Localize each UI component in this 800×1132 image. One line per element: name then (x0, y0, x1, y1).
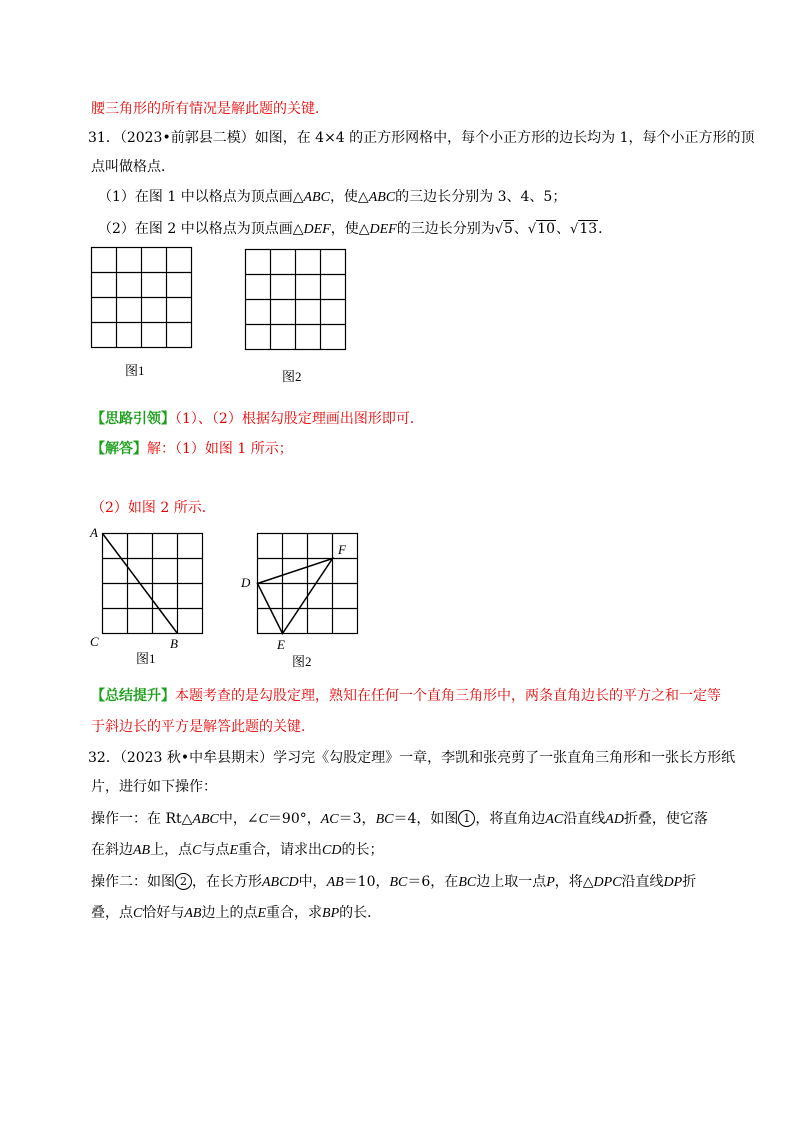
hint-text: （1）、（2）根据勾股定理画出图形即可． (175, 411, 424, 427)
label-F: F (338, 542, 346, 557)
q31-fig2-caption: 图2 (282, 369, 302, 384)
q32-op2-line1: 操作二：如图 2 ，在长方形ABCD中，AB＝10，BC＝6，在BC边上取一点P，将△DPC沿直线DP折 (91, 874, 697, 890)
q31-line2: 点叫做格点． (91, 159, 175, 175)
q31-line1 (88, 128, 755, 148)
circled-2: 2 (175, 873, 192, 890)
label-E: E (277, 637, 285, 652)
q31-stem: 如图，在 4×4 的正方形网格中，每个小正方形的边长均为 1，每个小正方形的顶 (254, 130, 755, 146)
q32-op2-line2: 叠，点C恰好与AB边上的点E重合，求BP的长． (91, 905, 382, 921)
label-D: D (241, 575, 251, 590)
answer-figure-1 (102, 533, 206, 637)
q32-line2: 片，进行如下操作： (91, 779, 217, 795)
answer-fig2-caption: 图2 (292, 654, 312, 669)
answer-tag: 【解答】 (91, 441, 147, 457)
q32-line1: 32．（2023 秋•中牟县期末）学习完《勾股定理》一章，李凯和张亮剪了一张直角三角形和一张长方形纸 (88, 750, 736, 766)
q31-part2: （2）在图 2 中以格点为顶点画△DEF，使△DEF的三边长分别为√5、√10、√13． (98, 219, 612, 240)
q32-number: 32． (88, 750, 120, 766)
label-B: B (170, 636, 178, 651)
answer-part2: （2）如图 2 所示． (91, 500, 216, 516)
sqrt-10: √10 (527, 221, 556, 237)
q32-op1-line2: 在斜边AB上，点C与点E重合，请求出CD的长； (91, 842, 384, 858)
answer-fig1-caption: 图1 (136, 651, 156, 666)
q31-number: 31． (88, 130, 120, 146)
q31-part1: （1）在图 1 中以格点为顶点画△ABC，使△ABC的三边长分别为 3、4、5； (98, 189, 567, 205)
answer-part1: 解：（1）如图 1 所示； (147, 441, 293, 457)
hint-line (91, 409, 424, 429)
answer-line (91, 439, 293, 459)
q32-op1-line1: 操作一：在 Rt△ABC中，∠C＝90°，AC＝3，BC＝4，如图 1 ，将直角边AC沿直线AD折叠，使它落 (91, 811, 708, 827)
summary-tag: 【总结提升】 (91, 688, 175, 704)
q32-source: （2023 秋•中牟县期末） (119, 750, 274, 766)
sqrt-13: √13 (570, 221, 598, 237)
label-A: A (90, 525, 98, 540)
sqrt-5: √5 (494, 221, 513, 237)
hint-tag: 【思路引领】 (91, 411, 175, 427)
label-C: C (90, 634, 99, 649)
q31-source: （2023•前郭县二模） (119, 130, 255, 146)
circled-1: 1 (458, 810, 475, 827)
q31-grid-1 (91, 247, 192, 348)
prev-solution-tail: 腰三角形的所有情况是解此题的关键． (91, 101, 329, 117)
q31-fig1-caption: 图1 (125, 363, 145, 378)
q31-grid-2 (245, 249, 346, 350)
summary-line1: 【总结提升】本题考查的是勾股定理，熟知在任何一个直角三角形中，两条直角边长的平方之和一定等 (91, 688, 721, 704)
summary-line2: 于斜边长的平方是解答此题的关键． (91, 719, 315, 735)
